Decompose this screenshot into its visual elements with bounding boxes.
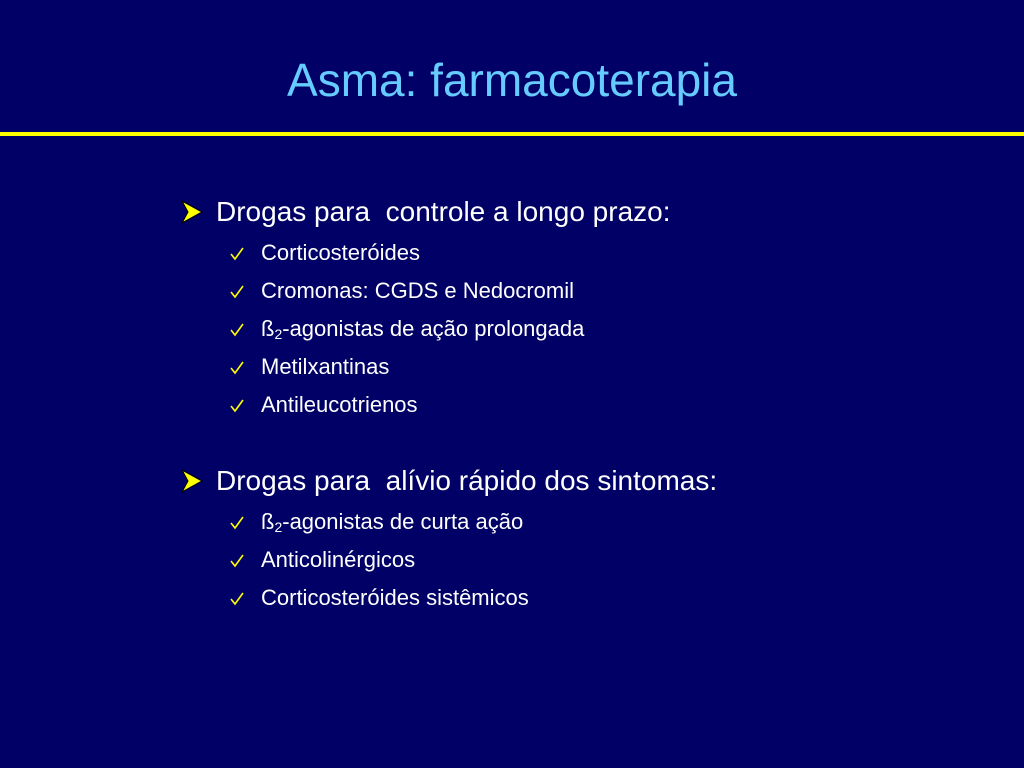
- checkmark-icon: [230, 323, 244, 337]
- section-heading: [180, 463, 717, 499]
- subscript-2: 2: [274, 326, 283, 342]
- list-item: [180, 541, 717, 579]
- checkmark-icon: [230, 399, 244, 413]
- checkmark-icon: [230, 285, 244, 299]
- list-item: [180, 348, 671, 386]
- checkmark-icon: [230, 554, 244, 568]
- list-item: [180, 579, 717, 617]
- subscript-2: 2: [274, 519, 283, 535]
- section-heading: [180, 194, 671, 230]
- list-item-text: -agonistas de ação prolongada: [282, 316, 585, 341]
- drug-list: [180, 234, 671, 424]
- checkmark-icon: [230, 516, 244, 530]
- list-item: [180, 386, 671, 424]
- list-item: [180, 310, 671, 348]
- list-item-text: Metilxantinas: [261, 354, 390, 379]
- checkmark-icon: [230, 592, 244, 606]
- list-item-text: -agonistas de curta ação: [282, 509, 524, 534]
- beta-symbol: ß: [261, 509, 275, 534]
- drug-list: [180, 503, 717, 617]
- section-heading-text: Drogas para controle a longo prazo:: [216, 196, 671, 227]
- section-long-term-control: [180, 194, 671, 424]
- arrow-icon: [180, 199, 204, 225]
- list-item-text: Corticosteróides: [261, 240, 420, 265]
- title-divider: [0, 132, 1024, 136]
- section-heading-text: Drogas para alívio rápido dos sintomas:: [216, 465, 718, 496]
- beta-symbol: ß: [261, 316, 275, 341]
- section-quick-relief: [180, 463, 717, 617]
- checkmark-icon: [230, 361, 244, 375]
- list-item-text: Cromonas: CGDS e Nedocromil: [261, 278, 574, 303]
- list-item-text: Corticosteróides sistêmicos: [261, 585, 529, 610]
- list-item: [180, 503, 717, 541]
- arrow-icon: [180, 468, 204, 494]
- list-item: [180, 272, 671, 310]
- list-item-text: Anticolinérgicos: [261, 547, 416, 572]
- slide-title: Asma: farmacoterapia: [287, 54, 737, 106]
- checkmark-icon: [230, 247, 244, 261]
- list-item: [180, 234, 671, 272]
- list-item-text: Antileucotrienos: [261, 392, 418, 417]
